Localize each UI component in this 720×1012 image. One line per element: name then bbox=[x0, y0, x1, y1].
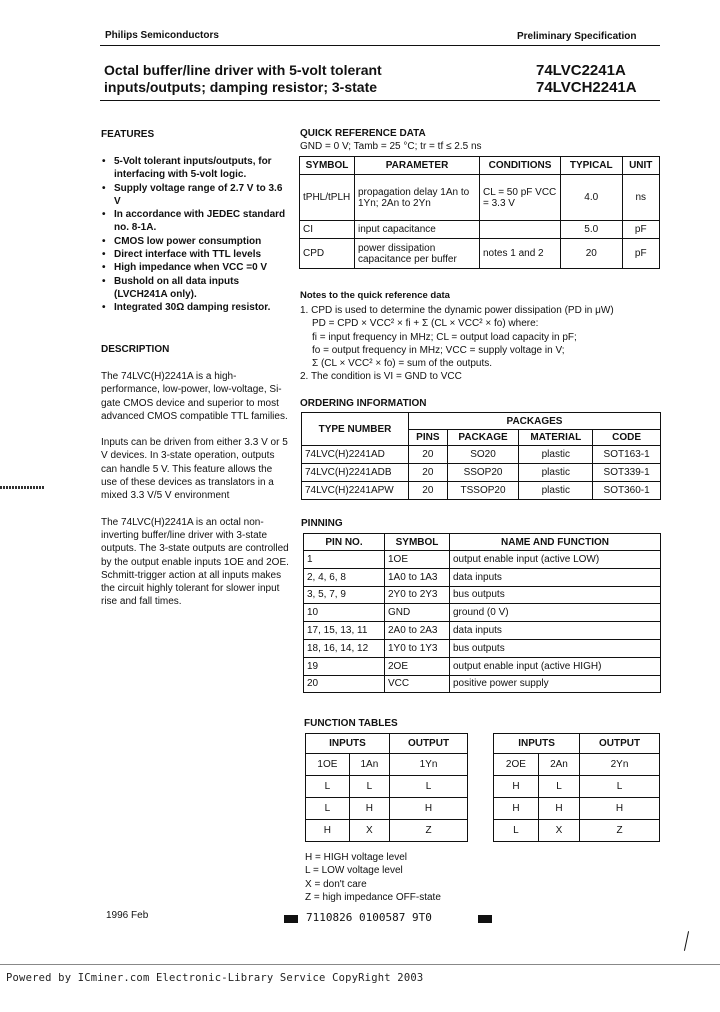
title-line-1: Octal buffer/line driver with 5-volt tolerant bbox=[104, 62, 382, 78]
barcode-block bbox=[284, 915, 298, 923]
feature-item: • Direct interface with TTL levels bbox=[100, 248, 290, 261]
feature-item: • CMOS low power consumption bbox=[100, 235, 290, 248]
features-list bbox=[100, 155, 290, 315]
table-row: CI input capacitance 5.0 pF bbox=[300, 221, 660, 239]
qrd-header: PARAMETER bbox=[355, 157, 480, 175]
note-line: 1. CPD is used to determine the dynamic power dissipation (PD in μW) bbox=[300, 305, 614, 316]
qrd-heading: QUICK REFERENCE DATA bbox=[300, 128, 426, 139]
table-row: H H H bbox=[494, 798, 660, 820]
notes-heading: Notes to the quick reference data bbox=[300, 290, 450, 301]
title-rule bbox=[100, 100, 660, 101]
pinning-table: PIN NO. SYMBOL NAME AND FUNCTION 1 1OE output enable input (active LOW) 2, 4, 6, 8 1A0 to 1A3 data inputs 3, 5, 7, 9 2Y0 to 2Y3 bus outputs 10 GND ground (0 V) 17, 15, 13, 11 2A0 to 2A3 data inputs 18, 16, 14, 12 1Y0 to 1Y3 bus outputs 19 2OE output enable input (active HIGH) 20 VCC positive power supply bbox=[303, 533, 661, 693]
description-paragraph: The 74LVC(H)2241A is an octal non-inverting buffer/line driver with 3-state outputs. The 3-state outputs are controlled by the output enable inputs 1OE and 2OE. Schmitt-trigger action at all inputs makes the circuit highly tolerant for slower input rise and fall times. bbox=[101, 516, 289, 608]
function-tables-heading: FUNCTION TABLES bbox=[304, 718, 398, 729]
feature-item: • In accordance with JEDEC standard no. 8-1A. bbox=[100, 208, 290, 235]
legend-item: L = LOW voltage level bbox=[305, 865, 403, 877]
part-number-2: 74LVCH2241A bbox=[536, 79, 637, 96]
table-row: 20 VCC positive power supply bbox=[304, 675, 661, 693]
note-line: fo = output frequency in MHz; VCC = supply voltage in V; bbox=[312, 344, 565, 356]
legend-item: H = HIGH voltage level bbox=[305, 852, 407, 863]
title-line-2: inputs/outputs; damping resistor; 3-state bbox=[104, 79, 378, 95]
function-table-2: INPUTS OUTPUT 2OE 2An 2Yn H L L H H H L X Z bbox=[493, 733, 660, 842]
feature-item: • Supply voltage range of 2.7 V to 3.6 V bbox=[100, 182, 290, 209]
document-date: 1996 Feb bbox=[106, 910, 149, 921]
barcode-number: 7110826 0100587 9T0 bbox=[306, 911, 432, 924]
description-paragraph: The 74LVC(H)2241A is a high-performance, low-power, low-voltage, Si-gate CMOS device and superior to most advanced CMOS compatible TTL families. bbox=[101, 371, 288, 422]
company-name: Philips Semiconductors bbox=[105, 30, 219, 41]
feature-item: • Bushold on all data inputs (LVCH241A only). bbox=[100, 275, 290, 302]
qrd-conditions: GND = 0 V; Tamb = 25 °C; tr = tf ≤ 2.5 ns bbox=[300, 141, 482, 152]
feature-item: • 5-Volt tolerant inputs/outputs, for interfacing with 5-volt logic. bbox=[100, 155, 290, 182]
table-row: CPD power dissipation capacitance per buffer notes 1 and 2 20 pF bbox=[300, 239, 660, 269]
description-body bbox=[101, 370, 289, 622]
footer-copyright: Powered by ICminer.com Electronic-Library Service CopyRight 2003 bbox=[6, 972, 424, 984]
table-row: H X Z bbox=[306, 820, 468, 842]
barcode-block bbox=[478, 915, 492, 923]
table-row: L X Z bbox=[494, 820, 660, 842]
ordering-table: TYPE NUMBER PACKAGES PINS PACKAGE MATERIAL CODE 74LVC(H)2241AD 20 SO20 plastic SOT163-1 74LVC(H)2241ADB 20 SSOP20 plastic SOT339-1 74LVC(H)2241APW 20 TSSOP20 plastic SOT360-1 bbox=[301, 412, 661, 500]
note-line: Σ (CL × VCC² × fo) = sum of the outputs. bbox=[312, 358, 493, 370]
part-number-1: 74LVC2241A bbox=[536, 62, 626, 79]
qrd-header: UNIT bbox=[622, 157, 660, 175]
feature-item: • Integrated 30Ω damping resistor. bbox=[100, 301, 290, 314]
description-paragraph: Inputs can be driven from either 3.3 V or 5 V devices. In 3-state operation, outputs can handle 5 V. This feature allows the use of these devices as translators in a mixed 3.3 V/5 V environment bbox=[101, 437, 288, 502]
table-row: 74LVC(H)2241APW 20 TSSOP20 plastic SOT360-1 bbox=[302, 482, 661, 500]
legend-item: Z = high impedance OFF-state bbox=[305, 891, 441, 903]
table-row: 19 2OE output enable input (active HIGH) bbox=[304, 657, 661, 675]
qrd-header: CONDITIONS bbox=[480, 157, 561, 175]
ordering-packages-header: PACKAGES bbox=[409, 413, 661, 430]
table-row: 74LVC(H)2241AD 20 SO20 plastic SOT163-1 bbox=[302, 446, 661, 464]
header-rule bbox=[100, 45, 660, 46]
margin-mark bbox=[684, 931, 689, 951]
function-table-1: INPUTS OUTPUT 1OE 1An 1Yn L L L L H H H X Z bbox=[305, 733, 468, 842]
table-row: 2, 4, 6, 8 1A0 to 1A3 data inputs bbox=[304, 568, 661, 586]
note-line: 2. The condition is VI = GND to VCC bbox=[300, 371, 462, 383]
legend-item: X = don't care bbox=[305, 878, 367, 890]
table-row: 1 1OE output enable input (active LOW) bbox=[304, 551, 661, 569]
table-row: tPHL/tPLH propagation delay 1An to 1Yn; 2An to 2Yn CL = 50 pF VCC = 3.3 V 4.0 ns bbox=[300, 175, 660, 221]
ordering-type-header: TYPE NUMBER bbox=[302, 413, 409, 446]
table-row: 74LVC(H)2241ADB 20 SSOP20 plastic SOT339-1 bbox=[302, 464, 661, 482]
quick-reference-table bbox=[299, 156, 660, 269]
footer-rule bbox=[0, 964, 720, 965]
table-row: L L L bbox=[306, 776, 468, 798]
table-row: 10 GND ground (0 V) bbox=[304, 604, 661, 622]
table-row: L H H bbox=[306, 798, 468, 820]
function-legend bbox=[305, 851, 441, 904]
scan-mark bbox=[0, 486, 45, 489]
description-heading: DESCRIPTION bbox=[101, 344, 170, 355]
features-heading: FEATURES bbox=[101, 129, 155, 140]
doc-type: Preliminary Specification bbox=[517, 31, 637, 42]
pinning-heading: PINNING bbox=[301, 518, 343, 529]
table-row: 17, 15, 13, 11 2A0 to 2A3 data inputs bbox=[304, 622, 661, 640]
note-line: fi = input frequency in MHz; CL = output load capacity in pF; bbox=[312, 331, 577, 343]
note-line: PD = CPD × VCC² × fi + Σ (CL × VCC² × fo) where: bbox=[312, 318, 539, 330]
table-row: 3, 5, 7, 9 2Y0 to 2Y3 bus outputs bbox=[304, 586, 661, 604]
notes-body bbox=[300, 304, 680, 384]
ordering-heading: ORDERING INFORMATION bbox=[300, 398, 427, 409]
table-row: H L L bbox=[494, 776, 660, 798]
qrd-header: TYPICAL bbox=[561, 157, 623, 175]
qrd-header: SYMBOL bbox=[300, 157, 355, 175]
feature-item: • High impedance when VCC =0 V bbox=[100, 261, 290, 274]
table-row: 18, 16, 14, 12 1Y0 to 1Y3 bus outputs bbox=[304, 639, 661, 657]
